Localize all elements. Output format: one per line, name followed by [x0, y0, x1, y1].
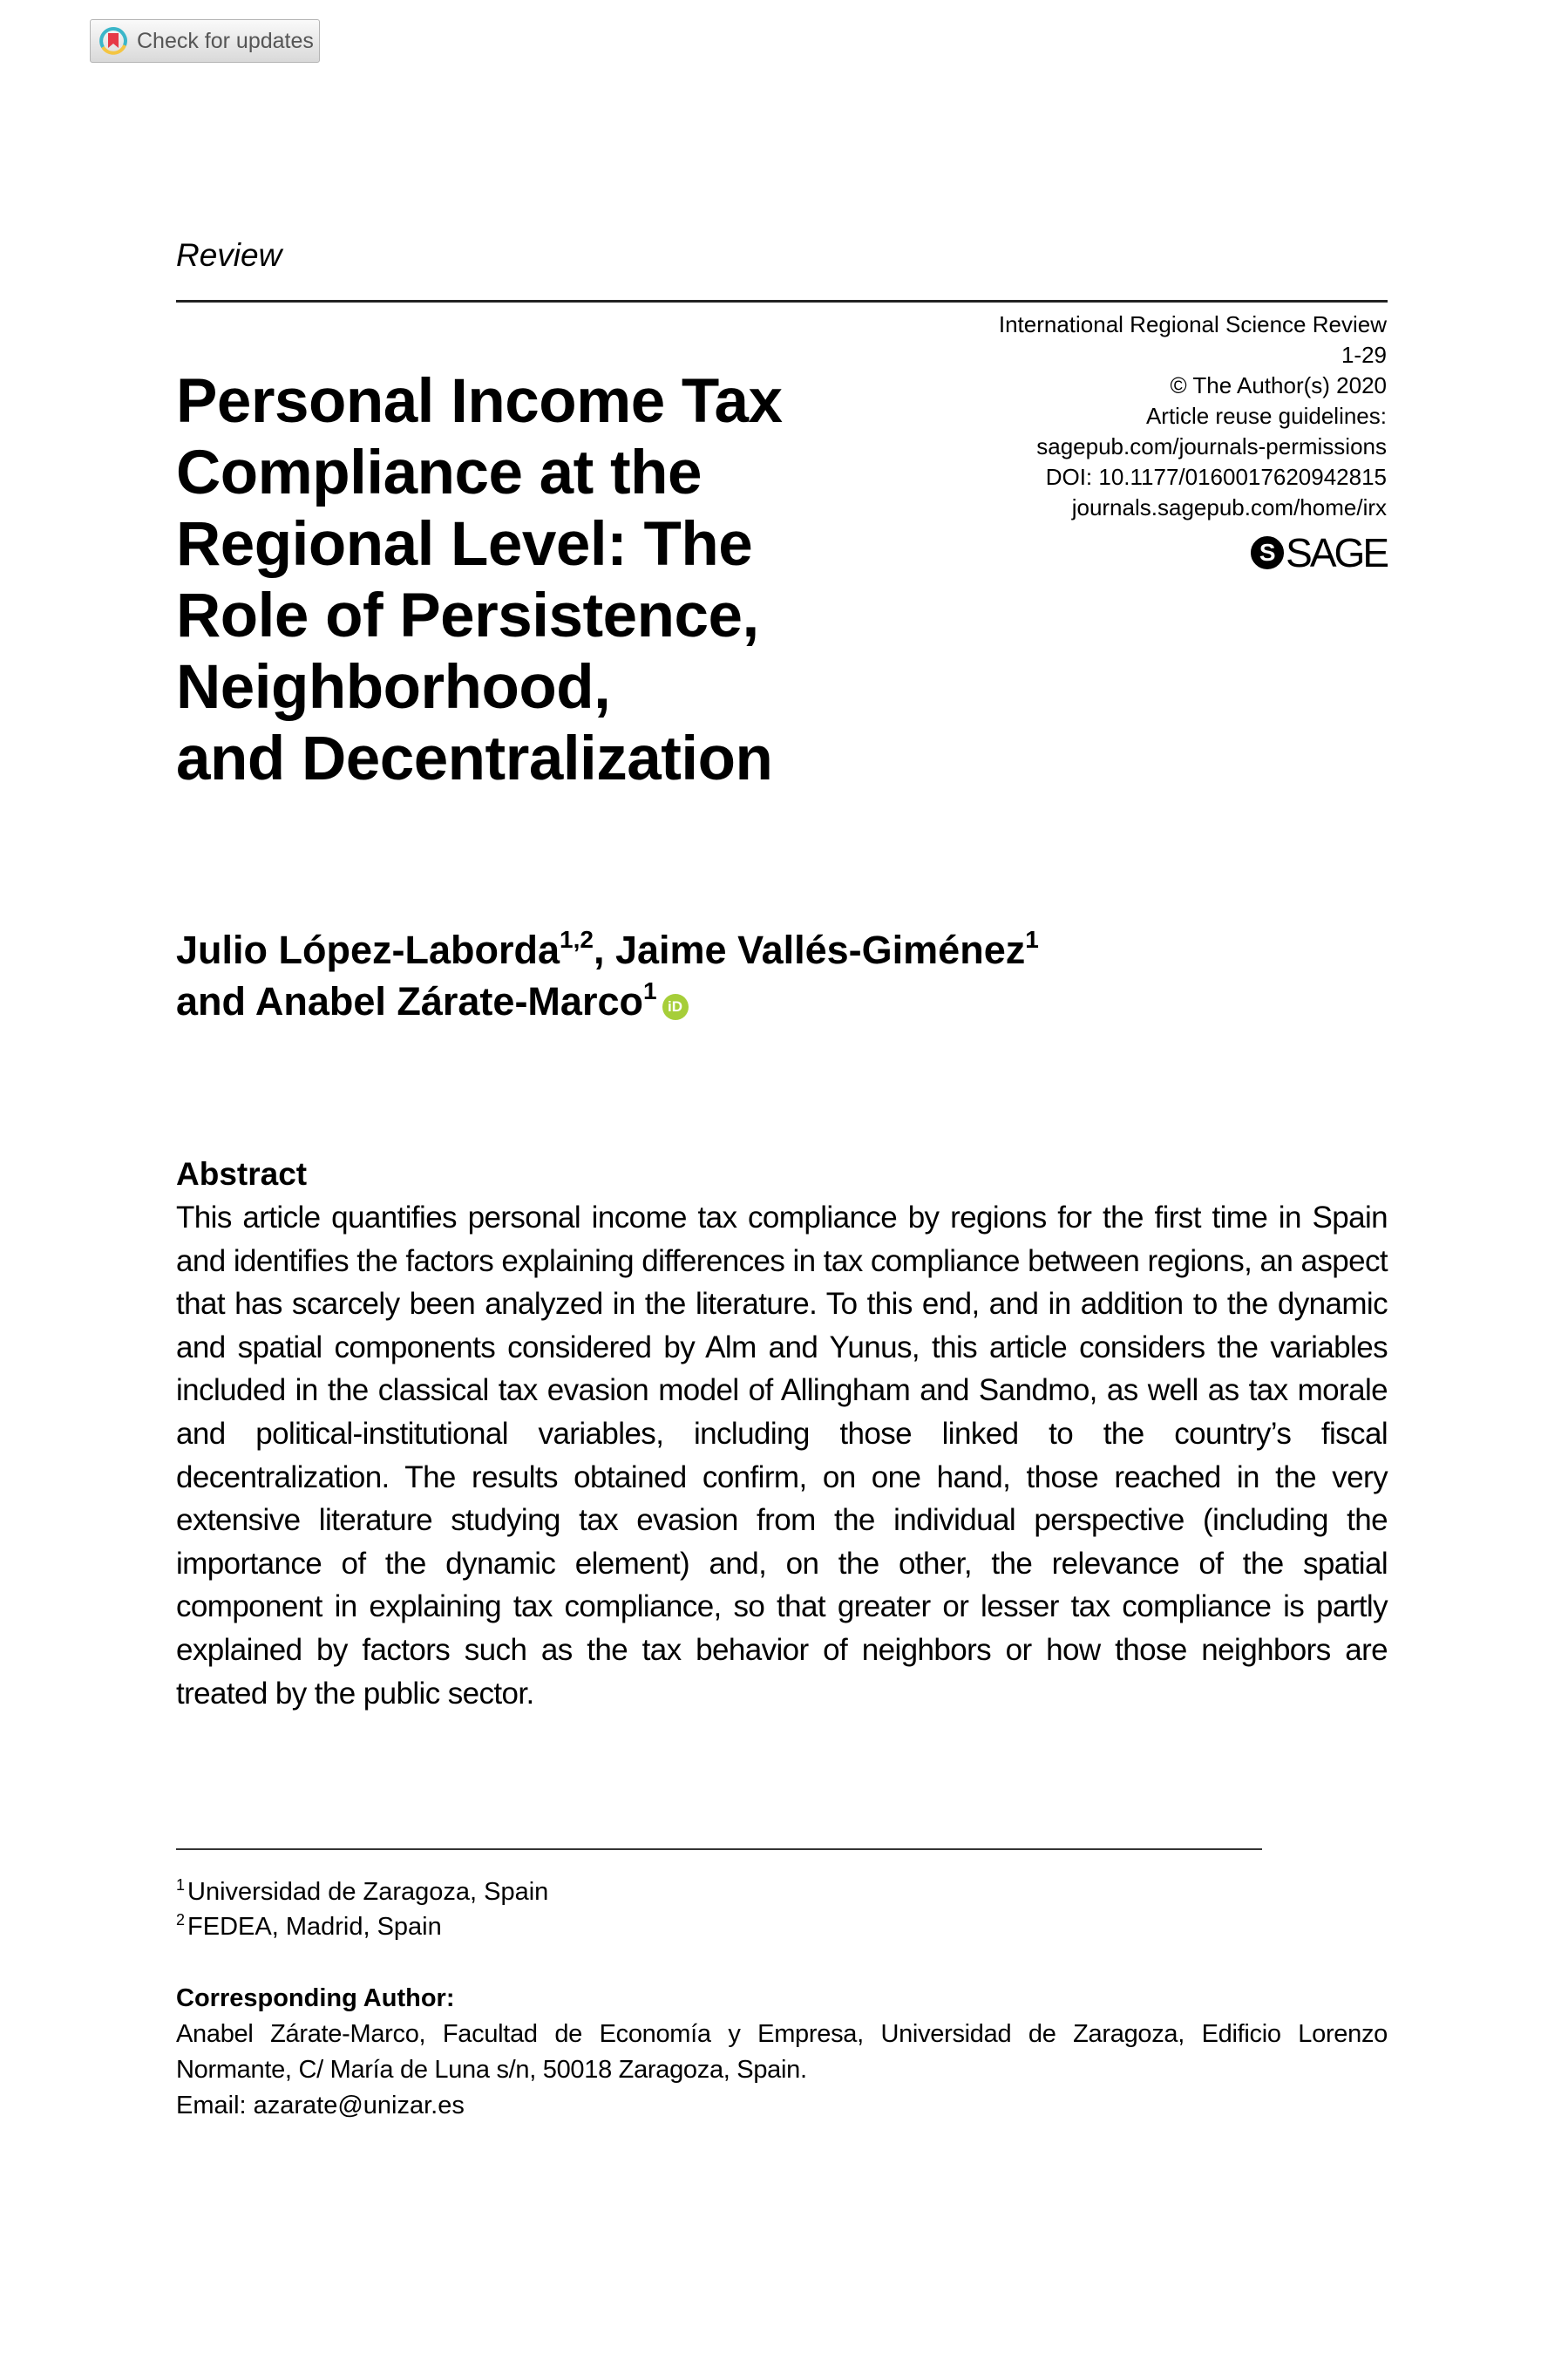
affiliations: [176, 1874, 548, 1944]
affiliation-marker: 1: [1025, 926, 1039, 953]
abstract-heading: Abstract: [176, 1156, 308, 1192]
title-line: Neighborhood,: [176, 653, 611, 722]
corresponding-address: Anabel Zárate-Marco, Facultad de Economía y Empresa, Universidad de Zaragoza, Edificio Lorenzo Normante, C/ María de Luna s/n, 50018 Zaragoza, Spain.: [176, 2020, 1388, 2084]
title-line: Personal Income Tax: [176, 367, 783, 436]
title-line: and Decentralization: [176, 725, 773, 793]
permissions-link[interactable]: sagepub.com/journals-permissions: [1036, 433, 1387, 459]
sage-s-icon: S: [1251, 536, 1284, 569]
affiliation-text: FEDEA, Madrid, Spain: [187, 1913, 442, 1941]
reuse-label: Article reuse guidelines:: [1145, 403, 1387, 429]
header-rule: [176, 300, 1388, 303]
affiliation-number: 2: [176, 1911, 186, 1929]
article-title: [176, 366, 873, 795]
title-line: Regional Level: The: [176, 510, 753, 579]
check-for-updates-label: Check for updates: [137, 28, 314, 53]
sage-wordmark: SAGE: [1286, 530, 1387, 575]
journal-homepage-link[interactable]: journals.sagepub.com/home/irx: [1071, 494, 1387, 520]
crossmark-icon: [98, 26, 128, 56]
doi[interactable]: DOI: 10.1177/0160017620942815: [1045, 464, 1387, 490]
abstract-section: [176, 1153, 1388, 1715]
affiliation-number: 1: [176, 1876, 186, 1894]
affiliation-item: [176, 1909, 548, 1944]
journal-meta: [999, 310, 1387, 523]
orcid-icon[interactable]: iD: [662, 994, 689, 1020]
affiliation-marker: 1: [642, 977, 657, 1004]
corresponding-heading: Corresponding Author:: [176, 1984, 455, 2012]
corresponding-author: [176, 1981, 1388, 2124]
author-name: Julio López-Laborda: [176, 928, 560, 972]
author-list: [176, 924, 1039, 1027]
title-line: Compliance at the: [176, 439, 703, 507]
page-range: 1-29: [1341, 342, 1387, 368]
author-name: Anabel Zárate-Marco: [255, 979, 643, 1024]
corresponding-email[interactable]: Email: azarate@unizar.es: [176, 2092, 465, 2119]
article-type: Review: [176, 237, 282, 273]
affiliation-marker: 1,2: [560, 926, 594, 953]
affiliation-item: [176, 1874, 548, 1909]
author-separator: ,: [593, 928, 615, 972]
journal-name: International Regional Science Review: [998, 311, 1387, 337]
copyright: © The Author(s) 2020: [1170, 372, 1387, 398]
title-line: Role of Persistence,: [176, 582, 759, 650]
author-name: Jaime Vallés-Giménez: [614, 928, 1026, 972]
author-conjunction: and: [176, 979, 255, 1024]
sage-logo: [1251, 530, 1387, 575]
footnote-rule: [176, 1848, 1262, 1850]
affiliation-text: Universidad de Zaragoza, Spain: [187, 1878, 549, 1906]
abstract-body: This article quantifies personal income tax compliance by regions for the first time in Spain and identifies the factors explaining differences in tax compliance between regions, an aspect that has scarcely been analyzed in the literature. To this end, and in addition to the dynamic and spatial components considered by Alm and Yunus, this article considers the variables included in the classical tax evasion model of Allingham and Sandmo, as well as tax morale and political-institutional variables, including those linked to the country’s fiscal decentralization. The results obtained confirm, on one hand, those reached in the very extensive literature studying tax evasion from the individual perspective (including the importance of the dynamic element) and, on the other, the relevance of the spatial component in explaining tax compliance, so that greater or lesser tax compliance is partly explained by factors such as the tax behavior of neighbors or how those neighbors are treated by the public sector.: [176, 1201, 1388, 1711]
check-for-updates-button[interactable]: [90, 19, 320, 63]
